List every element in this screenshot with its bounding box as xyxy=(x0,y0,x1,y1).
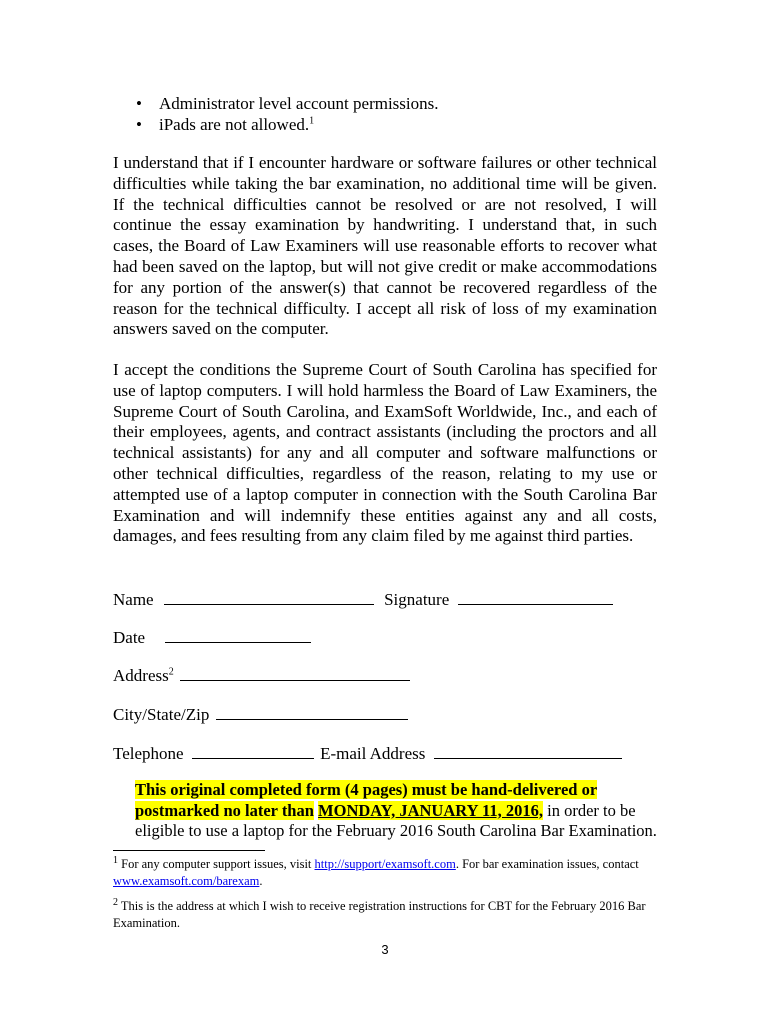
city-state-zip-row xyxy=(113,704,408,725)
notice-deadline: MONDAY, JANUARY 11, 2016, xyxy=(318,800,543,820)
list-item xyxy=(136,93,439,114)
footnote-1 xyxy=(113,856,658,890)
notice-remainder: in order to be eligible to use a laptop for the February 2016 South Carolina Bar Examination. xyxy=(135,800,657,840)
footnote-text: . xyxy=(259,874,263,888)
city-state-zip-input[interactable] xyxy=(216,704,408,720)
bullet-icon: • xyxy=(136,94,142,113)
requirements-list xyxy=(136,93,439,135)
name-input[interactable] xyxy=(164,589,374,605)
date-label: Date xyxy=(113,628,146,647)
footnote-text: This is the address at which I wish to receive registration instructions for CBT for the February 2016 Bar Examination. xyxy=(113,899,646,930)
signature-input[interactable] xyxy=(458,589,613,605)
footnote-2 xyxy=(113,898,658,932)
submission-deadline-notice xyxy=(135,780,665,842)
list-item xyxy=(136,114,439,135)
address-input[interactable] xyxy=(180,665,410,681)
footnote-separator xyxy=(113,850,265,851)
list-item-text: Administrator level account permissions. xyxy=(159,94,439,113)
date-row xyxy=(113,627,311,648)
examsoft-support-link[interactable]: http://support/examsoft.com xyxy=(314,857,456,871)
telephone-input[interactable] xyxy=(192,743,314,759)
hold-harmless-paragraph: I accept the conditions the Supreme Court of South Carolina has specified for use of laptop computers. I will hold harmless the Board of Law Examiners, the Supreme Court of South Carolina, and ExamSoft Worldwide, Inc., and each of their employees, agents, and contract assistants (including the proctors and all technical assistants) for any and all computer and software malfunctions or other technical difficulties, regardless of the reason, relating to my use or attempted use of a laptop computer in connection with the South Carolina Bar Examination and will indemnify these entities against any and all costs, damages, and fees resulting from any claim filed by me against third parties. xyxy=(113,360,657,546)
email-label: E-mail Address xyxy=(320,744,426,763)
footnote-ref-1: 1 xyxy=(309,115,315,127)
footnote-text: . For bar examination issues, contact xyxy=(455,857,639,871)
name-label: Name xyxy=(113,590,154,609)
date-input[interactable] xyxy=(165,627,311,643)
footnote-number: 1 xyxy=(113,854,118,866)
technical-difficulty-paragraph: I understand that if I encounter hardware or software failures or other technical difficulties while taking the bar examination, no additional time will be given. If the technical difficulties cannot be resolved or are not resolved, I will continue the essay examination by handwriting. I understand that, in such cases, the Board of Law Examiners will use reasonable efforts to recover what had been saved on the laptop, but will not give credit or make accommodations for any portion of the answer(s) that cannot be recovered regardless of the reason for the technical difficulty. I accept all risk of loss of my examination answers saved on the computer. xyxy=(113,153,657,339)
footnote-text: For any computer support issues, visit xyxy=(121,857,312,871)
address-label: Address xyxy=(113,666,169,685)
address-row xyxy=(113,665,410,686)
footnote-ref-2: 2 xyxy=(168,666,174,678)
name-signature-row xyxy=(113,589,613,610)
examsoft-barexam-link[interactable]: www.examsoft.com/barexam xyxy=(113,874,260,888)
list-item-text: iPads are not allowed. xyxy=(159,115,310,134)
signature-label: Signature xyxy=(384,590,450,609)
footnote-number: 2 xyxy=(113,896,118,908)
page-number: 3 xyxy=(381,942,389,957)
telephone-label: Telephone xyxy=(113,744,184,763)
telephone-email-row xyxy=(113,743,622,764)
email-input[interactable] xyxy=(434,743,622,759)
bullet-icon: • xyxy=(136,115,142,134)
notice-highlighted-text: This original completed form (4 pages) must be hand-delivered or postmarked no later than xyxy=(135,780,598,820)
city-state-zip-label: City/State/Zip xyxy=(113,705,210,724)
